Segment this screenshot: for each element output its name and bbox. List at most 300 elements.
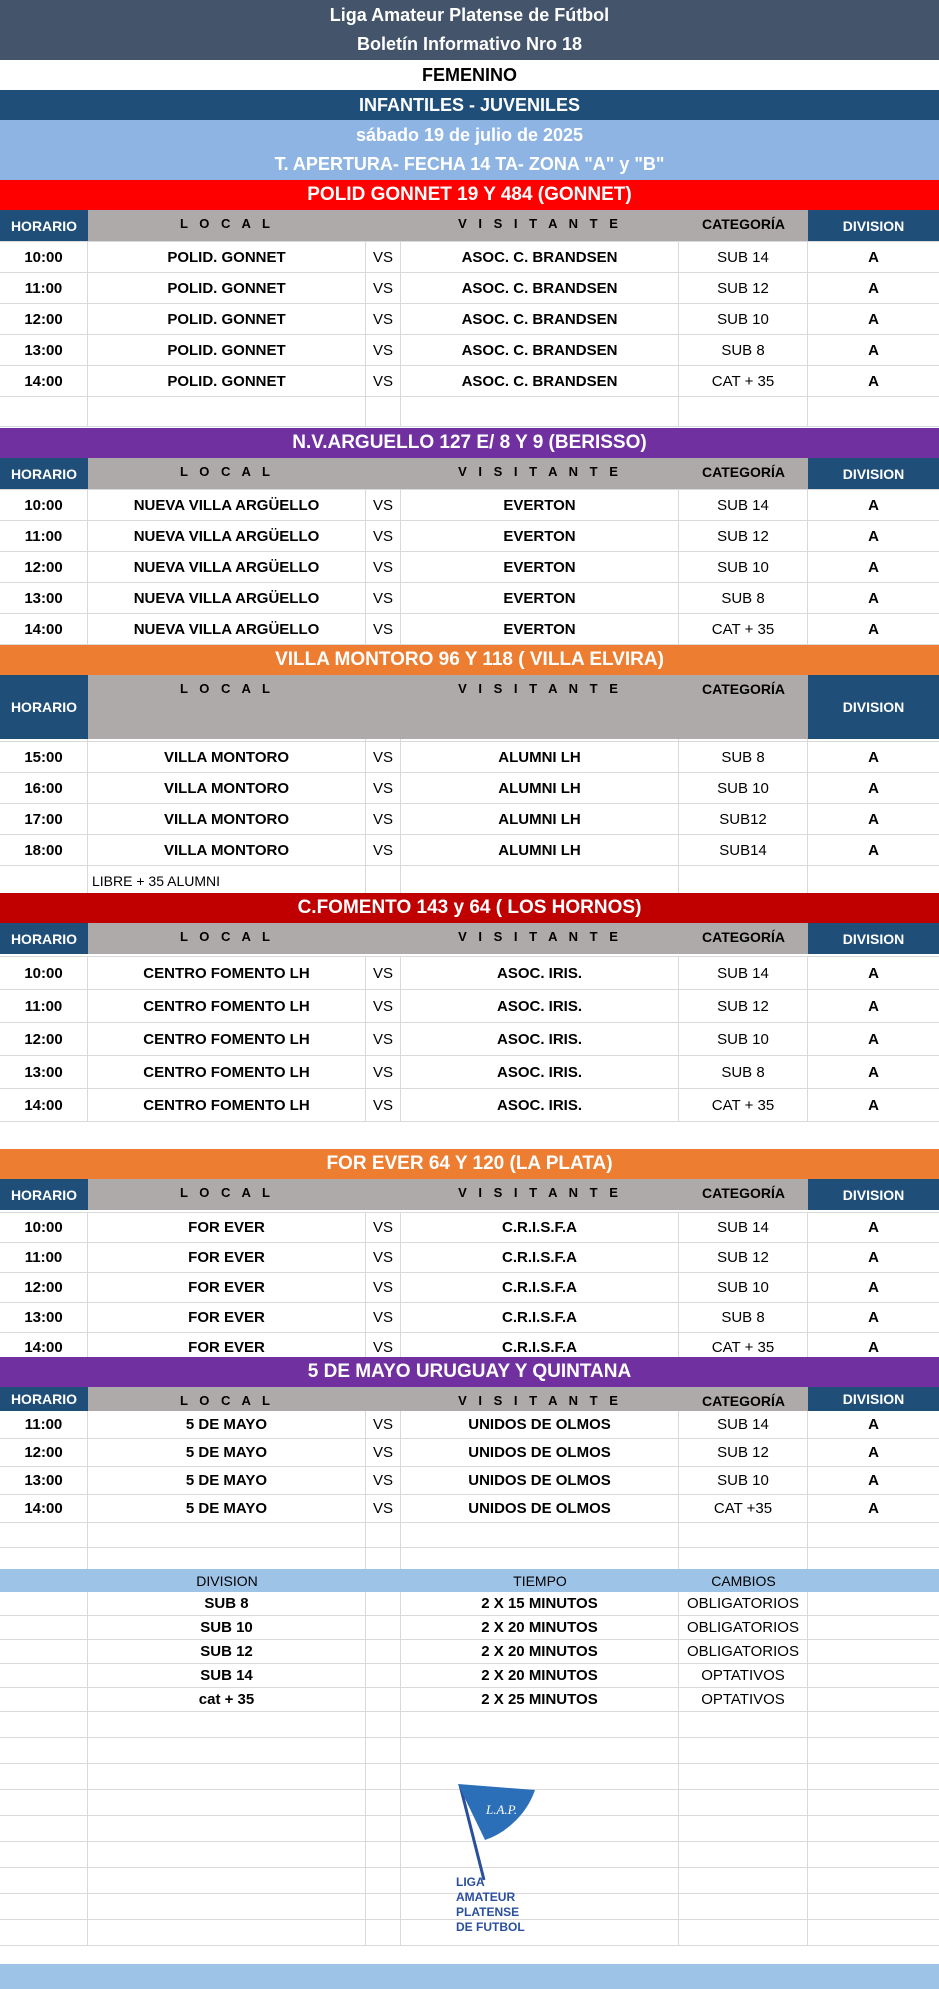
- venue-name: 5 DE MAYO URUGUAY Y QUINTANA: [307, 1361, 632, 1382]
- rules-header-division: DIVISION: [196, 1572, 258, 1589]
- match-visitor-team: EVERTON: [401, 614, 679, 644]
- venue-name: C.FOMENTO 143 y 64 ( LOS HORNOS): [297, 897, 642, 918]
- match-local-team: CENTRO FOMENTO LH: [88, 1089, 366, 1121]
- empty-cell: [366, 1688, 401, 1711]
- empty-cell: [808, 1842, 939, 1867]
- rules-tiempo: 2 X 20 MINUTOS: [401, 1664, 679, 1687]
- empty-cell: [366, 1616, 401, 1639]
- match-local-team: POLID. GONNET: [88, 273, 366, 303]
- rules-tiempo: 2 X 20 MINUTOS: [401, 1616, 679, 1639]
- match-division: A: [868, 810, 879, 828]
- empty-cell: [679, 1920, 808, 1945]
- match-category: SUB 8: [679, 742, 808, 772]
- empty-cell: [808, 1920, 939, 1945]
- empty-cell: [808, 1523, 939, 1547]
- match-vs: VS: [366, 1411, 401, 1438]
- empty-cell: [88, 1764, 366, 1789]
- match-row: [0, 304, 939, 335]
- empty-cell: [0, 1894, 88, 1919]
- match-category: SUB 14: [679, 1411, 808, 1438]
- empty-cell: [679, 1738, 808, 1763]
- empty-cell: [366, 1640, 401, 1663]
- match-visitor-team: ASOC. IRIS.: [401, 1089, 679, 1121]
- match-category: SUB 8: [679, 1056, 808, 1088]
- empty-cell: [366, 1920, 401, 1945]
- match-visitor-team: UNIDOS DE OLMOS: [401, 1411, 679, 1438]
- column-header-row: [0, 675, 939, 739]
- match-time: 16:00: [0, 773, 88, 803]
- match-vs: VS: [366, 552, 401, 582]
- rules-row: [0, 1592, 939, 1616]
- match-local-team: NUEVA VILLA ARGÜELLO: [88, 521, 366, 551]
- match-category: SUB 14: [679, 242, 808, 272]
- empty-cell: [0, 1523, 88, 1547]
- empty-cell: [808, 1712, 939, 1737]
- empty-cell: [808, 1664, 939, 1687]
- empty-cell: [808, 1592, 939, 1615]
- match-local-team: VILLA MONTORO: [88, 773, 366, 803]
- match-division: A: [868, 558, 879, 576]
- empty-cell: [366, 1842, 401, 1867]
- match-category: SUB 12: [679, 273, 808, 303]
- match-vs: VS: [366, 1089, 401, 1121]
- match-time: 12:00: [0, 552, 88, 582]
- match-time: 18:00: [0, 835, 88, 865]
- empty-cell: [808, 1894, 939, 1919]
- column-visitante: V I S I T A N T E: [458, 929, 622, 944]
- tournament-label: T. APERTURA- FECHA 14 TA- ZONA "A" y "B": [274, 154, 665, 174]
- column-header-row: [0, 458, 939, 489]
- match-division: A: [868, 527, 879, 545]
- match-local-team: 5 DE MAYO: [88, 1467, 366, 1494]
- match-time: 10:00: [0, 1213, 88, 1242]
- match-local-team: VILLA MONTORO: [88, 742, 366, 772]
- match-category: SUB12: [679, 804, 808, 834]
- rules-division: SUB 10: [88, 1616, 366, 1639]
- empty-cell: [0, 1592, 88, 1615]
- category-band: [0, 60, 939, 90]
- match-category: SUB 14: [679, 1213, 808, 1242]
- rules-tiempo: 2 X 20 MINUTOS: [401, 1640, 679, 1663]
- rules-division: SUB 12: [88, 1640, 366, 1663]
- empty-cell: [679, 739, 808, 741]
- match-local-team: NUEVA VILLA ARGÜELLO: [88, 490, 366, 520]
- match-time: 11:00: [0, 521, 88, 551]
- empty-cell: [366, 1712, 401, 1737]
- match-category: SUB 14: [679, 957, 808, 989]
- venue-note: LIBRE + 35 ALUMNI: [88, 866, 366, 895]
- venue-name: POLID GONNET 19 Y 484 (GONNET): [307, 184, 632, 205]
- match-vs: VS: [366, 273, 401, 303]
- empty-cell: [679, 397, 808, 426]
- empty-cell: [401, 1738, 679, 1763]
- league-title: Liga Amateur Platense de Fútbol: [329, 5, 610, 25]
- empty-cell: [808, 739, 939, 741]
- rules-row: [0, 1688, 939, 1712]
- match-division: A: [868, 997, 879, 1015]
- match-vs: VS: [366, 1213, 401, 1242]
- match-row: [0, 1023, 939, 1056]
- match-division: A: [868, 1472, 879, 1489]
- column-categoria: CATEGORÍA: [702, 681, 785, 697]
- column-visitante: V I S I T A N T E: [458, 464, 622, 479]
- venue-title: [0, 1357, 939, 1387]
- column-local: L O C A L: [179, 216, 275, 231]
- match-vs: VS: [366, 1333, 401, 1362]
- match-division: A: [868, 1309, 879, 1326]
- match-visitor-team: EVERTON: [401, 552, 679, 582]
- empty-cell: [366, 1816, 401, 1841]
- column-visitante: V I S I T A N T E: [458, 681, 622, 696]
- rules-header-tiempo: TIEMPO: [513, 1572, 567, 1589]
- rules-cambios: OBLIGATORIOS: [679, 1640, 808, 1663]
- empty-row: [0, 1523, 939, 1548]
- empty-cell: [679, 1894, 808, 1919]
- empty-cell: [0, 1764, 88, 1789]
- empty-cell: [366, 1523, 401, 1547]
- match-visitor-team: ASOC. IRIS.: [401, 957, 679, 989]
- match-division: A: [868, 1063, 879, 1081]
- match-time: 17:00: [0, 804, 88, 834]
- column-horario: HORARIO: [0, 1179, 88, 1210]
- match-visitor-team: UNIDOS DE OLMOS: [401, 1495, 679, 1522]
- match-vs: VS: [366, 1023, 401, 1055]
- column-local: L O C A L: [179, 681, 275, 696]
- match-local-team: FOR EVER: [88, 1303, 366, 1332]
- match-time: 13:00: [0, 1467, 88, 1494]
- empty-cell: [88, 397, 366, 426]
- match-visitor-team: ASOC. IRIS.: [401, 1056, 679, 1088]
- column-visitante: V I S I T A N T E: [458, 1185, 622, 1200]
- match-category: SUB 8: [679, 335, 808, 365]
- match-visitor-team: C.R.I.S.F.A: [401, 1303, 679, 1332]
- empty-cell: [808, 1640, 939, 1663]
- column-local: L O C A L: [179, 929, 275, 944]
- match-time: 14:00: [0, 1495, 88, 1522]
- match-row: [0, 990, 939, 1023]
- match-visitor-team: ASOC. C. BRANDSEN: [401, 366, 679, 396]
- rules-header-cambios: CAMBIOS: [711, 1572, 776, 1589]
- match-division: A: [868, 1096, 879, 1114]
- empty-cell: [0, 397, 88, 426]
- match-category: SUB 14: [679, 490, 808, 520]
- match-vs: VS: [366, 1243, 401, 1272]
- match-division: A: [868, 1219, 879, 1236]
- rules-division: cat + 35: [88, 1688, 366, 1711]
- match-local-team: NUEVA VILLA ARGÜELLO: [88, 614, 366, 644]
- category-label: FEMENINO: [421, 64, 517, 85]
- column-categoria: CATEGORÍA: [702, 216, 785, 232]
- empty-cell: [88, 1816, 366, 1841]
- match-local-team: POLID. GONNET: [88, 304, 366, 334]
- match-vs: VS: [366, 614, 401, 644]
- match-local-team: VILLA MONTORO: [88, 804, 366, 834]
- empty-cell: [401, 739, 679, 741]
- match-local-team: NUEVA VILLA ARGÜELLO: [88, 552, 366, 582]
- empty-cell: [88, 1920, 366, 1945]
- empty-cell: [808, 1764, 939, 1789]
- match-division: A: [868, 779, 879, 797]
- empty-cell: [808, 397, 939, 426]
- rules-header-row: [0, 1569, 939, 1592]
- empty-cell: [366, 1592, 401, 1615]
- match-visitor-team: ASOC. C. BRANDSEN: [401, 242, 679, 272]
- column-local: L O C A L: [179, 1393, 275, 1408]
- match-row: [0, 1411, 939, 1439]
- match-category: CAT +35: [679, 1495, 808, 1522]
- match-division: A: [868, 1030, 879, 1048]
- match-time: 15:00: [0, 742, 88, 772]
- match-vs: VS: [366, 242, 401, 272]
- match-category: SUB 10: [679, 1273, 808, 1302]
- empty-row: [0, 397, 939, 427]
- match-visitor-team: UNIDOS DE OLMOS: [401, 1467, 679, 1494]
- rules-row: [0, 1616, 939, 1640]
- match-vs: VS: [366, 583, 401, 613]
- match-division: A: [868, 1500, 879, 1517]
- match-vs: VS: [366, 1273, 401, 1302]
- match-vs: VS: [366, 335, 401, 365]
- match-division: A: [868, 589, 879, 607]
- column-division: DIVISION: [808, 923, 939, 954]
- match-division: A: [868, 1279, 879, 1296]
- match-row: [0, 273, 939, 304]
- match-division: A: [868, 248, 879, 266]
- empty-cell: [679, 1816, 808, 1841]
- venue-title: [0, 180, 939, 210]
- empty-cell: [88, 1894, 366, 1919]
- match-visitor-team: EVERTON: [401, 490, 679, 520]
- empty-cell: [0, 739, 88, 741]
- column-horario: HORARIO: [0, 210, 88, 241]
- logo-line: DE FUTBOL: [456, 1920, 525, 1934]
- column-local: L O C A L: [179, 464, 275, 479]
- column-visitante: V I S I T A N T E: [458, 216, 622, 231]
- match-local-team: POLID. GONNET: [88, 366, 366, 396]
- rules-division: SUB 8: [88, 1592, 366, 1615]
- empty-cell: [679, 1523, 808, 1547]
- match-row: [0, 583, 939, 614]
- match-time: 13:00: [0, 1303, 88, 1332]
- empty-cell: [0, 1664, 88, 1687]
- empty-cell: [679, 1842, 808, 1867]
- match-row: [0, 366, 939, 397]
- venue-name: FOR EVER 64 Y 120 (LA PLATA): [326, 1153, 613, 1174]
- empty-cell: [679, 866, 808, 895]
- match-row: [0, 335, 939, 366]
- column-division: DIVISION: [808, 210, 939, 241]
- column-division: DIVISION: [808, 458, 939, 489]
- match-category: SUB 12: [679, 990, 808, 1022]
- match-division: A: [868, 1416, 879, 1433]
- match-division: A: [868, 279, 879, 297]
- logo-caption: [456, 1875, 525, 1935]
- column-header-row: [0, 1387, 939, 1411]
- column-categoria: CATEGORÍA: [702, 464, 785, 480]
- column-horario: HORARIO: [0, 675, 88, 739]
- empty-cell: [808, 1616, 939, 1639]
- empty-cell: [808, 1738, 939, 1763]
- column-header-row: [0, 1179, 939, 1210]
- match-visitor-team: EVERTON: [401, 583, 679, 613]
- empty-cell: [808, 1790, 939, 1815]
- match-vs: VS: [366, 957, 401, 989]
- match-row: [0, 1467, 939, 1495]
- empty-cell: [88, 1842, 366, 1867]
- match-time: 13:00: [0, 335, 88, 365]
- match-vs: VS: [366, 835, 401, 865]
- match-visitor-team: ASOC. C. BRANDSEN: [401, 335, 679, 365]
- match-time: 14:00: [0, 1089, 88, 1121]
- group-band: [0, 90, 939, 120]
- match-division: A: [868, 841, 879, 859]
- empty-cell: [0, 1920, 88, 1945]
- note-row: [0, 866, 939, 896]
- match-time: 14:00: [0, 366, 88, 396]
- match-vs: VS: [366, 490, 401, 520]
- empty-cell: [0, 1790, 88, 1815]
- empty-cell: [88, 1868, 366, 1893]
- match-visitor-team: ALUMNI LH: [401, 742, 679, 772]
- match-time: 13:00: [0, 583, 88, 613]
- match-vs: VS: [366, 366, 401, 396]
- empty-cell: [366, 397, 401, 426]
- match-local-team: FOR EVER: [88, 1243, 366, 1272]
- match-row: [0, 242, 939, 273]
- rules-row: [0, 1664, 939, 1688]
- match-row: [0, 957, 939, 990]
- match-visitor-team: C.R.I.S.F.A: [401, 1213, 679, 1242]
- rules-cambios: OPTATIVOS: [679, 1688, 808, 1711]
- match-category: SUB 8: [679, 1303, 808, 1332]
- match-visitor-team: ASOC. IRIS.: [401, 990, 679, 1022]
- match-time: 11:00: [0, 273, 88, 303]
- match-category: CAT + 35: [679, 366, 808, 396]
- match-time: 11:00: [0, 990, 88, 1022]
- rules-division: SUB 14: [88, 1664, 366, 1687]
- match-category: SUB 10: [679, 773, 808, 803]
- match-row: [0, 1243, 939, 1273]
- match-visitor-team: ASOC. C. BRANDSEN: [401, 304, 679, 334]
- column-horario: HORARIO: [0, 1387, 88, 1411]
- match-time: 14:00: [0, 1333, 88, 1362]
- match-local-team: CENTRO FOMENTO LH: [88, 957, 366, 989]
- match-category: SUB 12: [679, 1243, 808, 1272]
- match-row: [0, 1439, 939, 1467]
- match-visitor-team: ALUMNI LH: [401, 773, 679, 803]
- match-vs: VS: [366, 1056, 401, 1088]
- venue-name: N.V.ARGUELLO 127 E/ 8 Y 9 (BERISSO): [292, 432, 647, 453]
- match-time: 12:00: [0, 1273, 88, 1302]
- empty-cell: [808, 866, 939, 895]
- empty-cell: [808, 1816, 939, 1841]
- empty-cell: [0, 1816, 88, 1841]
- empty-cell: [366, 1664, 401, 1687]
- match-local-team: NUEVA VILLA ARGÜELLO: [88, 583, 366, 613]
- match-visitor-team: EVERTON: [401, 521, 679, 551]
- match-category: SUB 10: [679, 552, 808, 582]
- match-row: [0, 742, 939, 773]
- match-local-team: 5 DE MAYO: [88, 1439, 366, 1466]
- title-band: [0, 0, 939, 60]
- empty-cell: [88, 1790, 366, 1815]
- empty-cell: [679, 1712, 808, 1737]
- match-visitor-team: ALUMNI LH: [401, 804, 679, 834]
- match-local-team: CENTRO FOMENTO LH: [88, 1056, 366, 1088]
- match-vs: VS: [366, 773, 401, 803]
- match-division: A: [868, 341, 879, 359]
- match-category: CAT + 35: [679, 614, 808, 644]
- match-category: SUB 10: [679, 1023, 808, 1055]
- match-time: 12:00: [0, 304, 88, 334]
- logo-line: AMATEUR: [456, 1890, 516, 1904]
- match-time: 10:00: [0, 957, 88, 989]
- group-label: INFANTILES - JUVENILES: [358, 94, 581, 115]
- empty-cell: [401, 1523, 679, 1547]
- match-row: [0, 521, 939, 552]
- column-horario: HORARIO: [0, 458, 88, 489]
- match-vs: VS: [366, 304, 401, 334]
- empty-cell: [0, 866, 88, 895]
- column-categoria: CATEGORÍA: [702, 1185, 785, 1201]
- match-category: CAT + 35: [679, 1333, 808, 1362]
- match-vs: VS: [366, 804, 401, 834]
- match-category: SUB 12: [679, 1439, 808, 1466]
- match-category: SUB14: [679, 835, 808, 865]
- match-category: SUB 8: [679, 583, 808, 613]
- empty-cell: [88, 1523, 366, 1547]
- match-local-team: POLID. GONNET: [88, 335, 366, 365]
- match-visitor-team: C.R.I.S.F.A: [401, 1243, 679, 1272]
- empty-cell: [0, 1738, 88, 1763]
- match-row: [0, 614, 939, 645]
- empty-cell: [0, 1842, 88, 1867]
- column-division: DIVISION: [808, 675, 939, 739]
- logo-line: PLATENSE: [456, 1905, 520, 1919]
- match-division: A: [868, 310, 879, 328]
- empty-cell: [366, 1868, 401, 1893]
- match-local-team: CENTRO FOMENTO LH: [88, 1023, 366, 1055]
- venue-title: [0, 1149, 939, 1179]
- match-local-team: 5 DE MAYO: [88, 1411, 366, 1438]
- venue-name: VILLA MONTORO 96 Y 118 ( VILLA ELVIRA): [275, 649, 664, 670]
- match-category: SUB 10: [679, 304, 808, 334]
- column-division: DIVISION: [808, 1179, 939, 1210]
- match-row: [0, 552, 939, 583]
- date-band: [0, 120, 939, 180]
- empty-cell: [88, 739, 366, 741]
- match-visitor-team: C.R.I.S.F.A: [401, 1273, 679, 1302]
- match-row: [0, 773, 939, 804]
- match-vs: VS: [366, 1303, 401, 1332]
- column-header-row: [0, 923, 939, 954]
- empty-cell: [366, 739, 401, 741]
- match-local-team: FOR EVER: [88, 1213, 366, 1242]
- rules-tiempo: 2 X 25 MINUTOS: [401, 1688, 679, 1711]
- empty-cell: [88, 1738, 366, 1763]
- bulletin-subtitle: Boletín Informativo Nro 18: [356, 34, 583, 54]
- match-local-team: FOR EVER: [88, 1333, 366, 1362]
- match-division: A: [868, 748, 879, 766]
- venue-title: [0, 893, 939, 923]
- column-header-row: [0, 210, 939, 241]
- empty-cell: [401, 397, 679, 426]
- empty-cell: [0, 1688, 88, 1711]
- column-categoria: CATEGORÍA: [702, 1393, 785, 1409]
- match-visitor-team: C.R.I.S.F.A: [401, 1333, 679, 1362]
- rules-cambios: OPTATIVOS: [679, 1664, 808, 1687]
- match-local-team: VILLA MONTORO: [88, 835, 366, 865]
